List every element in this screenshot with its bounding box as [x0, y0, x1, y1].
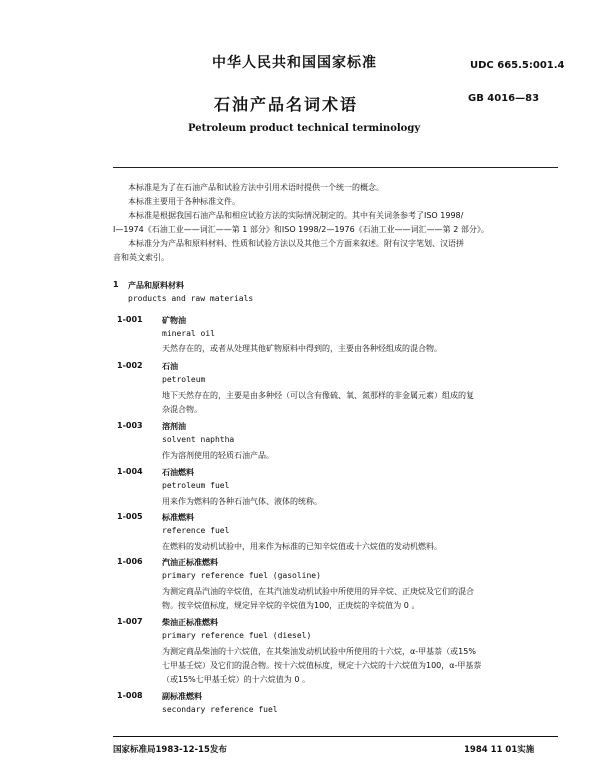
term-en: primary reference fuel (gasoline)	[162, 571, 321, 580]
term-number: 1-006	[117, 557, 143, 566]
term-zh: 汽油正标准燃料	[162, 558, 218, 567]
term-number: 1-001	[117, 315, 143, 324]
page-title: 石油产品名词术语	[214, 95, 359, 114]
term-en: secondary reference fuel	[162, 705, 278, 714]
section-title-en: products and raw materials	[128, 294, 254, 303]
section-title-zh: 产品和原料材料	[128, 281, 184, 290]
english-title: Petroleum product technical terminology	[188, 123, 421, 134]
term-en: solvent naphtha	[162, 435, 235, 444]
national-standard-authority: 中华人民共和国国家标准	[212, 55, 377, 71]
intro-line-6: 音和英文索引。	[113, 253, 169, 262]
term-number: 1-007	[117, 617, 143, 626]
term-definition: 天然存在的，或者从处理其他矿物原料中得到的，主要由各种烃组成的混合物。	[162, 344, 442, 353]
udc-code: UDC 665.5:001.4	[470, 60, 565, 71]
term-zh: 柴油正标准燃料	[162, 618, 218, 627]
term-number: 1-004	[117, 467, 143, 476]
term-zh: 标准燃料	[162, 513, 194, 522]
intro-line-2: 本标准主要用于各种标准文件。	[128, 197, 240, 206]
section-number: 1	[113, 280, 119, 289]
term-zh: 石油燃料	[162, 468, 194, 477]
term-number: 1-005	[117, 512, 143, 521]
term-definition: 地下天然存在的，主要是由多种烃（可以含有像硫、氧、氮那样的非金属元素）组成的复	[162, 391, 474, 400]
term-zh: 副标准燃料	[162, 692, 202, 701]
term-definition: 物。按辛烷值标度，规定异辛烷的辛烷值为100，正庚烷的辛烷值为 0 。	[162, 601, 420, 610]
bottom-rule	[113, 736, 558, 737]
gb-number: GB 4016—83	[468, 93, 540, 104]
term-definition: 杂混合物。	[162, 405, 202, 414]
intro-line-3: 本标准是根据我国石油产品和相应试验方法的实际情况制定的。其中有关词条参考了ISO 1998/	[128, 211, 464, 220]
term-en: petroleum	[162, 375, 206, 384]
issue-date: 国家标准局1983-12-15发布	[113, 745, 227, 755]
term-number: 1-008	[117, 691, 143, 700]
term-definition: 在燃料的发动机试验中，用来作为标准的已知辛烷值或十六烷值的发动机燃料。	[162, 542, 442, 551]
term-zh: 溶剂油	[162, 422, 186, 431]
top-rule	[113, 167, 558, 168]
term-definition: 作为溶剂使用的轻质石油产品。	[162, 451, 274, 460]
term-definition: （或15%七甲基壬烷）的十六烷值为 0 。	[162, 675, 310, 684]
term-zh: 石油	[162, 362, 178, 371]
effective-date: 1984 11 01实施	[464, 745, 535, 755]
term-zh: 矿物油	[162, 316, 186, 325]
term-en: mineral oil	[162, 329, 215, 338]
term-number: 1-003	[117, 421, 143, 430]
term-number: 1-002	[117, 361, 143, 370]
term-en: reference fuel	[162, 526, 230, 535]
term-definition: 为测定商品汽油的辛烷值，在其汽油发动机试验中所使用的异辛烷、正庚烷及它们的混合	[162, 587, 474, 596]
intro-line-4: I—1974《石油工业——词汇——第 1 部分》和ISO 1998/2—1976《石油工业——词汇——第 2 部分》。	[113, 225, 489, 234]
term-definition: 用来作为燃料的各种石油气体、液体的统称。	[162, 497, 322, 506]
intro-line-1: 本标准是为了在石油产品和试验方法中引用术语时提供一个统一的概念。	[128, 183, 384, 192]
term-en: primary reference fuel (diesel)	[162, 631, 312, 640]
term-en: petroleum fuel	[162, 481, 230, 490]
intro-line-5: 本标准分为产品和原料材料、性质和试验方法以及其他三个方面来叙述。附有汉字笔划、汉语拼	[128, 239, 464, 248]
term-definition: 七甲基壬烷）及它们的混合物。按十六烷值标度，规定十六烷的十六烷值为100，α-甲基萘	[162, 661, 482, 670]
term-definition: 为测定商品柴油的十六烷值，在其柴油发动机试验中所使用的十六烷，α-甲基萘（或15%	[162, 647, 476, 656]
